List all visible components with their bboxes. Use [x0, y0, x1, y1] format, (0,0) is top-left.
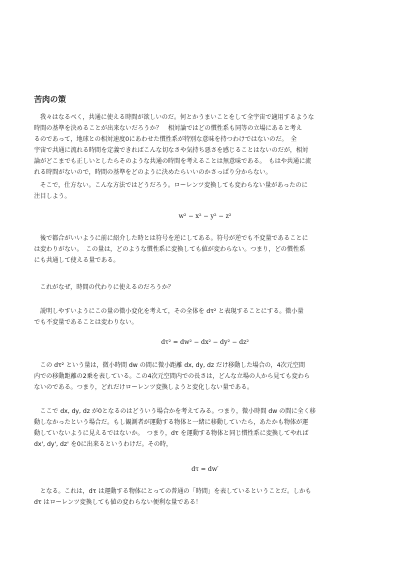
text-line: となる。これは，dτ は運動する物体にとっての普通の「時間」を表しているということだ。しかも: [40, 488, 312, 495]
section-title: 苦肉の策: [34, 94, 66, 104]
text-line: 内での移動距離の2乗を表している。この4次元空間内での長さは，どんな立場の人から見ても変わら: [34, 373, 310, 380]
text-line: 論がどこまでも正しいとしたらそのような共通の時間を考えることは無意味である。 もはや共通に流: [34, 158, 312, 165]
paragraph-rest-frame: [34, 406, 378, 450]
paragraph-conclusion: [34, 486, 378, 508]
text-line: 宇宙で共通に流れる時間を定義できればこんな切なさや気持ち悪さを感じることはないのだが，相対: [34, 147, 309, 154]
equation-differential: dτ² = dw² − dx² − dy² − dz²: [161, 339, 249, 346]
text-line: るのであって，地球との相対速度0にあわせた慣性系が特別な意味を持つわけではないのだ。 全: [34, 136, 297, 143]
paragraph-common-time: [34, 112, 378, 178]
text-line: この dτ² という量は，微小時間 dw の間に微小距離 dx, dy, dz だけ移動した場合の，4次元空間: [40, 362, 305, 369]
text-line: 我々はなるべく，共通に使える時間が欲しいのだ。何とかうまいことをして全宇宙で適用するような: [40, 114, 315, 121]
paragraph-four-dim: [34, 360, 378, 393]
paragraph-question: [34, 282, 378, 293]
text-line: 動していないように見えるではないか。 つまり，dτ を運動する物体と同じ慣性系に変換してやれば: [34, 430, 309, 437]
text-line: 説明しやすいようにこの量の微小変化を考えて，その全体を dτ² と表現することにする。微小量: [40, 308, 304, 315]
text-line: dx', dy', dz' を0に出来るというわけだ。その時，: [34, 441, 173, 448]
text-line: 時間の基準を決めることが出来ないだろうか？ 相対論ではどの慣性系も同等の立場にあると考え: [34, 125, 303, 132]
paragraph-sign-note: [34, 233, 378, 266]
equation-invariant: w² − x² − y² − z²: [178, 213, 232, 220]
text-line: は変わりがない。 この量は，どのような慣性系に変換しても値が変わらない。つまり，どの慣性系: [34, 246, 306, 253]
text-line: ないのである。つまり，どれだけローレンツ変換しようと変化しない量である。: [34, 384, 254, 391]
paragraph-invariant-intro: [34, 180, 378, 202]
text-line: れる時間がないので，時間の基準をどのように決めたらいいのかさっぱり分からない。: [34, 169, 272, 176]
text-line: そこで，仕方ない。こんな方法ではどうだろう。ローレンツ変換しても変わらない量があったのに: [40, 182, 308, 189]
text-line: これがなぜ，時間の代わりに使えるのだろうか？: [40, 284, 174, 291]
text-line: dτ はローレンツ変換しても値の変わらない便利な量である！: [34, 499, 202, 506]
paragraph-differential-intro: [34, 306, 378, 328]
text-line: ここで dx, dy, dz が0となるのはどういう場合かを考えてみる。つまり，微小時間 dw の間に全く移: [40, 408, 316, 415]
text-line: 注目しよう。: [34, 193, 71, 200]
equation-proper-time: dτ = dw′: [191, 466, 219, 473]
text-line: 後で都合がいいように前に紹介した時とは符号を逆にしてある。符号が逆でも不変量であることに: [40, 235, 309, 242]
text-line: 動しなかったという場合だ。もし観測者が運動する物体と一緒に移動していたら，あたかも物体が運: [34, 419, 309, 426]
text-line: でも不変量であることは変わりない。: [34, 319, 138, 326]
text-line: にも共通して使える量である。: [34, 257, 120, 264]
